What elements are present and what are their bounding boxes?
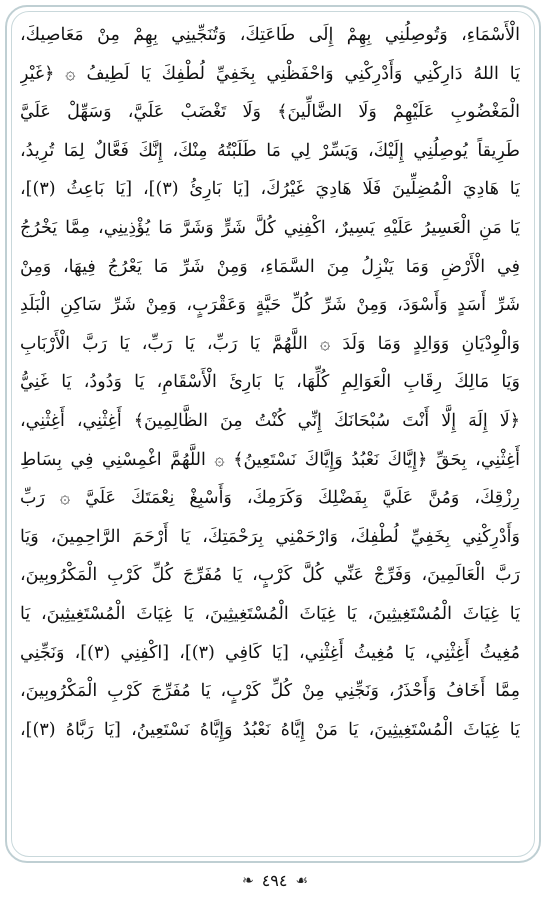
- page-number: ٤٩٤: [261, 871, 288, 890]
- text-line-10: وَيَا مَالِكَ رِقَابِ الْعَوَالِمِ كُلِّهَا، يَا بَارِئَ الْأَسْقَامِ، يَا وَدُودُ، يَا غَنِيُّ: [20, 372, 520, 393]
- page-footer: [0, 866, 550, 896]
- text-line-7: فِي الْأَرْضِ وَمَا يَنْزِلُ مِنَ السَّمَاءِ، وَمِنْ شَرِّ مَا يَعْرُجُ فِيهَا، وَمِنْ: [20, 256, 520, 277]
- prayer-text-block: [20, 16, 520, 749]
- text-line-8: شَرِّ أَسَدٍ وَأَسْوَدَ، وَمِنْ شَرِّ كُلِّ حَيَّةٍ وَعَقْرَبٍ، وَمِنْ شَرِّ سَاكِنِ الْبَلَدِ: [20, 295, 520, 316]
- ornament-left-icon: ❧: [241, 873, 254, 889]
- text-line-6: يَا مَنِ الْعَسِيرُ عَلَيْهِ يَسِيرٌ، اكْفِنِي كُلَّ شَرٍّ وَشَرَّ مَا يُؤْذِينِي، مِمَّا يَخْرُجُ: [20, 217, 520, 238]
- text-line-1: الْأَسْمَاءِ، وَتُوصِلُنِي بِهِمْ إِلَى طَاعَتِكَ، وَتُنَجِّينِي بِهِمْ مِنْ مَعَاصِيكَ،: [20, 25, 520, 45]
- text-line-12: أَغِثْنِي، بِحَقِّ ﴿إِيَّاكَ نَعْبُدُ وَإِيَّاكَ نَسْتَعِينُ﴾ ۞ اللَّهُمَّ اغْمِسْنِي فِي بِسَاطِ: [20, 449, 520, 470]
- text-line-15: رَبَّ الْعَالَمِينَ، وَفَرِّجْ عَنِّي كُلَّ كَرْبٍ، يَا مُفَرِّجَ كُلِّ كَرْبِ الْمَكْرُوبِينَ،: [20, 565, 520, 586]
- text-line-4: طَرِيقاً يُوصِلُنِي إِلَيْكَ، وَيَسِّرْ لِي مَا طَلَبْتُهُ مِنْكَ، إِنَّكَ فَعَّالٌ لِمَا تُرِيدُ،: [20, 140, 520, 161]
- text-line-11: ﴿لَا إِلَهَ إِلَّا أَنْتَ سُبْحَانَكَ إِنِّي كُنْتُ مِنَ الظَّالِمِينَ﴾ أَغِثْنِي، أَغِثْنِي،: [20, 410, 520, 431]
- text-line-18: مِمَّا أَخَافُ وَأَحْذَرُ، وَنَجِّنِي مِنْ كُلِّ كَرْبٍ، يَا مُفَرِّجَ كَرْبِ الْمَكْرُوبِينَ،: [20, 681, 520, 702]
- text-line-2: يَا اللهُ دَارِكْنِي وَأَدْرِكْنِي وَاحْفَظْنِي بِخَفِيِّ لُطْفِكَ يَا لَطِيفُ ۞ ﴿غَيْرِ: [20, 63, 520, 84]
- ornament-right-icon: ☙: [295, 873, 309, 889]
- text-line-14: وَأَدْرِكْنِي بِخَفِيِّ لُطْفِكَ، وَارْحَمْنِي بِرَحْمَتِكَ، يَا أَرْحَمَ الرَّاحِمِينَ، وَيَا: [20, 526, 520, 547]
- text-line-9: وَالْوِدْيَانِ وَوَالِدٍ وَمَا وَلَدَ ۞ اللَّهُمَّ يَا رَبِّ، يَا رَبِّ، يَا رَبَّ الْأَرْبَابِ: [20, 333, 520, 354]
- text-line-3: الْمَغْضُوبِ عَلَيْهِمْ وَلَا الضَّالِّينَ﴾ وَلَا تَغْضَبْ عَلَيَّ، وَسَهِّلْ عَلَيَّ: [20, 102, 520, 123]
- text-line-5: يَا هَادِيَ الْمُضِلِّينَ فَلَا هَادِيَ غَيْرُكَ، [يَا بَارِئُ (٣)]، [يَا بَاعِثُ (٣)]،: [20, 179, 520, 200]
- text-line-19: يَا غِيَاثَ الْمُسْتَغِيثِينَ، يَا مَنْ إِيَّاهُ نَعْبُدُ وَإِيَّاهُ نَسْتَعِينُ، [يَا رَبَّاهُ (٣)]،: [20, 719, 520, 740]
- text-line-17: مُغِيثُ أَغِثْنِي، يَا مُغِيثُ أَغِثْنِي، [يَا كَافِي (٣)]، [اكْفِنِي (٣)]، وَنَجِّنِي: [20, 642, 520, 663]
- text-line-16: يَا غِيَاثَ الْمُسْتَغِيثِينَ، يَا غِيَاثَ الْمُسْتَغِيثِينَ، يَا غِيَاثَ الْمُسْتَغِيثِينَ، يَا: [20, 603, 520, 624]
- text-line-13: رِزْقِكَ، وَمُنَّ عَلَيَّ بِفَضْلِكَ وَكَرَمِكَ، وَأَسْبِغْ نِعْمَتَكَ عَلَيَّ ۞ رَبِّ: [20, 488, 520, 509]
